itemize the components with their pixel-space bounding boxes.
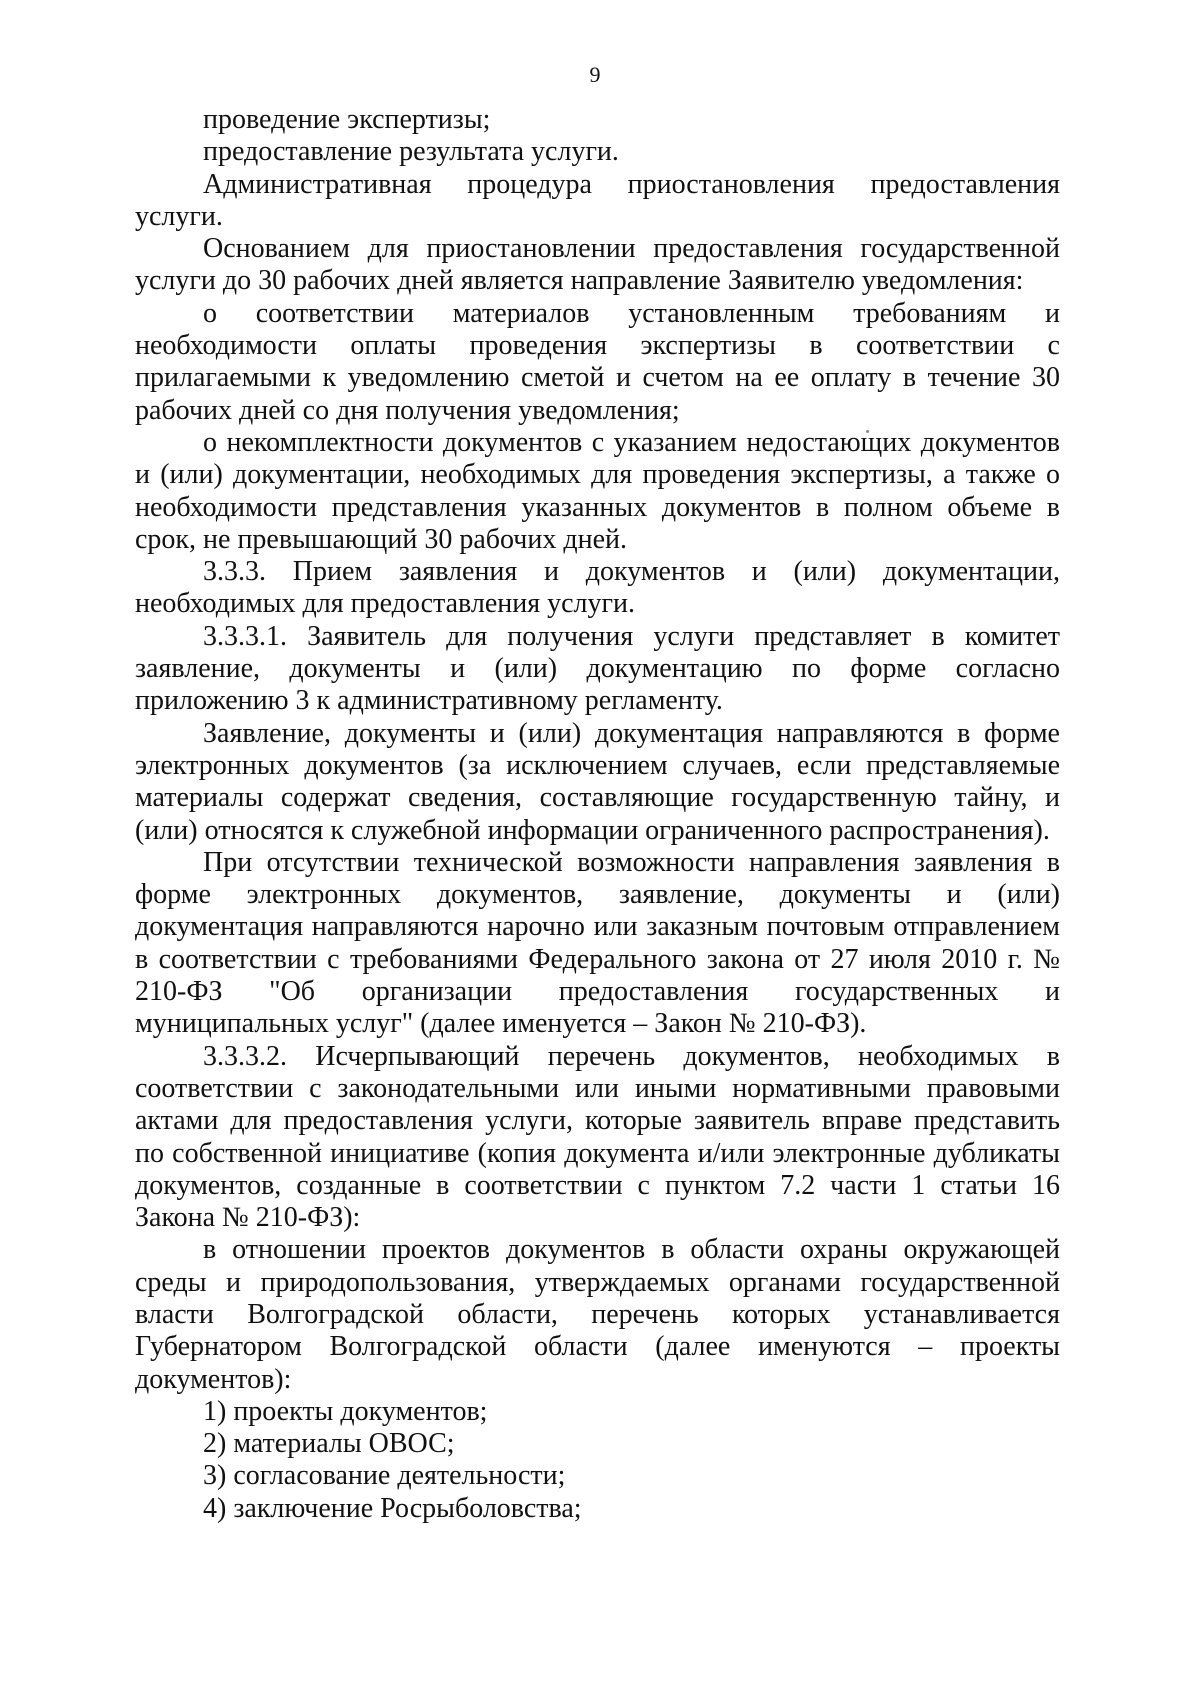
paragraph: о некомплектности документов с указанием недостающих документов и (или) документации, необходимых для проведения экспертизы, а также о необходимости представления указанных документов в полном объеме в срок, не превышающий 30 рабочих дней. [135,426,1060,555]
paragraph: 3.3.3.2. Исчерпывающий перечень документов, необходимых в соответствии с законодательными или иными нормативными правовыми актами для предоставления услуги, которые заявитель вправе представить по собственной инициативе (копия документа и/или электронные дубликаты документов, созданные в соответствии с пунктом 7.2 части 1 статьи 16 Закона № 210-ФЗ): [135,1040,1060,1234]
paragraph: При отсутствии технической возможности направления заявления в форме электронных документов, заявление, документы и (или) документация направляются нарочно или заказным почтовым отправлением в соответствии с требованиями Федерального закона от 27 июля 2010 г. № 210-ФЗ "Об организации предоставления государственных и муниципальных услуг" (далее именуется – Закон № 210-ФЗ). [135,846,1060,1040]
paragraph: 3.3.3.1. Заявитель для получения услуги представляет в комитет заявление, документы и (или) документацию по форме согласно приложению 3 к административному регламенту. [135,620,1060,717]
list-item: 3) согласование деятельности; [203,1460,566,1492]
paragraph: Административная процедура приостановления предоставления услуги. [135,168,1060,232]
list-item: 4) заключение Росрыболовства; [203,1492,582,1524]
paragraph: проведение экспертизы; [203,104,491,135]
page-number: 9 [589,62,601,87]
paragraph: предоставление результата услуги. [203,136,619,168]
section-heading: 3.3.3. Прием заявления и документов и (или) документации, необходимых для предоставления услуги. [135,556,1060,620]
paragraph: Заявление, документы и (или) документация направляются в форме электронных документов (за исключением случаев, если представляемые материалы содержат сведения, составляющие государственную тайну, и (или) относятся к служебной информации ограниченного распространения). [135,717,1060,846]
list-item: 1) проекты документов; [203,1395,488,1427]
paragraph: о соответствии материалов установленным требованиям и необходимости оплаты проведения экспертизы в соответствии с прилагаемыми к уведомлению сметой и счетом на ее оплату в течение 30 рабочих дней со дня получения уведомления; [135,297,1060,426]
paragraph: в отношении проектов документов в области охраны окружающей среды и природопользования, утверждаемых органами государственной власти Волгоградской области, перечень которых устанавливается Губернатором Волгоградской области (далее именуются – проекты документов): [135,1234,1060,1395]
list-item: 2) материалы ОВОС; [203,1428,455,1460]
document-body [135,104,1060,1525]
paragraph: Основанием для приостановлении предоставления государственной услуги до 30 рабочих дней является направление Заявителю уведомления: [135,233,1060,297]
